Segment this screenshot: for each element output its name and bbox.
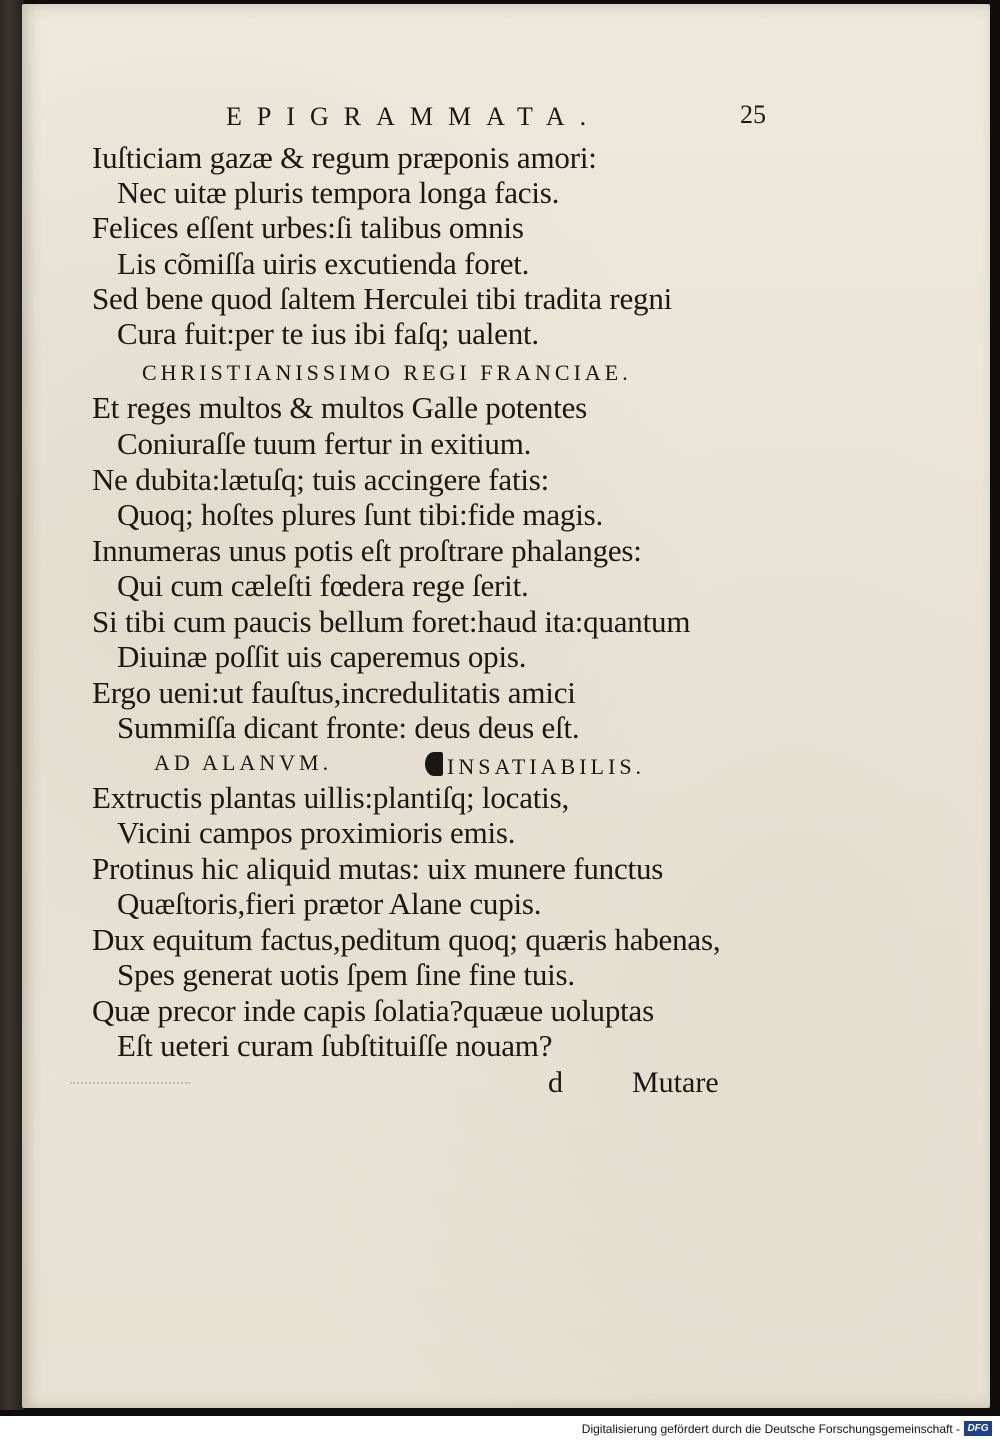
book-spine	[0, 0, 24, 1410]
verse-line: Si tibi cum paucis bellum foret:haud ita:quantum	[92, 604, 691, 639]
verse-line: Felices eſſent urbes:ſi talibus omnis	[92, 210, 524, 245]
verse-line: Quæ precor inde capis ſolatia?quæue uoluptas	[92, 993, 654, 1028]
verse-line: Nec uitæ pluris tempora longa facis.	[117, 175, 560, 210]
verse-line: Summiſſa dicant fronte: deus deus eſt.	[117, 710, 580, 745]
poem-title-right-wrap	[425, 752, 645, 778]
verse-line: Vicini campos proximioris emis.	[117, 815, 516, 850]
funding-credit: Digitalisierung gefördert durch die Deutsche Forschungsgemeinschaft -	[581, 1422, 960, 1436]
verse-line: Iuſticiam gazæ & regum præponis amori:	[92, 140, 597, 175]
catchword: Mutare	[632, 1066, 719, 1099]
dfg-logo: DFG	[964, 1421, 992, 1436]
verse-line: Quæſtoris,fieri prætor Alane cupis.	[117, 886, 542, 921]
running-head: EPIGRAMMATA.	[226, 102, 602, 131]
verse-line: Spes generat uotis ſpem ſine fine tuis.	[117, 957, 575, 992]
verse-line: Innumeras unus potis eſt proſtrare phalanges:	[92, 533, 642, 568]
poem-title: CHRISTIANISSIMO REGI FRANCIAE.	[142, 360, 632, 385]
poem-title-left: AD ALANVM.	[154, 750, 333, 775]
bleed-through-mark	[70, 1068, 190, 1084]
verse-line: Et reges multos & multos Galle potentes	[92, 390, 588, 425]
verse-line: Qui cum cæleſti fœdera rege ſerit.	[117, 568, 529, 603]
verse-line: Ergo ueni:ut fauſtus,incredulitatis amici	[92, 675, 576, 710]
verse-line: Quoq; hoſtes plures ſunt tibi:fide magis.	[117, 497, 604, 532]
page-number: 25	[740, 100, 766, 129]
verse-line: Dux equitum factus,peditum quoq; quæris habenas,	[92, 922, 721, 957]
verse-line: Protinus hic aliquid mutas: uix munere functus	[92, 851, 664, 886]
verse-line: Sed bene quod ſaltem Herculei tibi tradita regni	[92, 281, 673, 316]
signature-mark: d	[548, 1066, 563, 1099]
poem-title-right: INSATIABILIS.	[447, 754, 646, 779]
pilcrow-icon	[425, 752, 443, 776]
verse-line: Diuinæ poſſit uis caperemus opis.	[117, 639, 527, 674]
verse-line: Extructis plantas uillis:plantiſq; locatis,	[92, 780, 570, 815]
verse-line: Lis cõmiſſa uiris excutienda foret.	[117, 246, 530, 281]
verse-line: Cura fuit:per te ius ibi faſq; ualent.	[117, 316, 539, 351]
verse-line: Coniuraſſe tuum fertur in exitium.	[117, 426, 532, 461]
verse-line: Eſt ueteri curam ſubſtituiſſe nouam?	[117, 1028, 553, 1063]
verse-line: Ne dubita:lætuſq; tuis accingere fatis:	[92, 462, 550, 497]
